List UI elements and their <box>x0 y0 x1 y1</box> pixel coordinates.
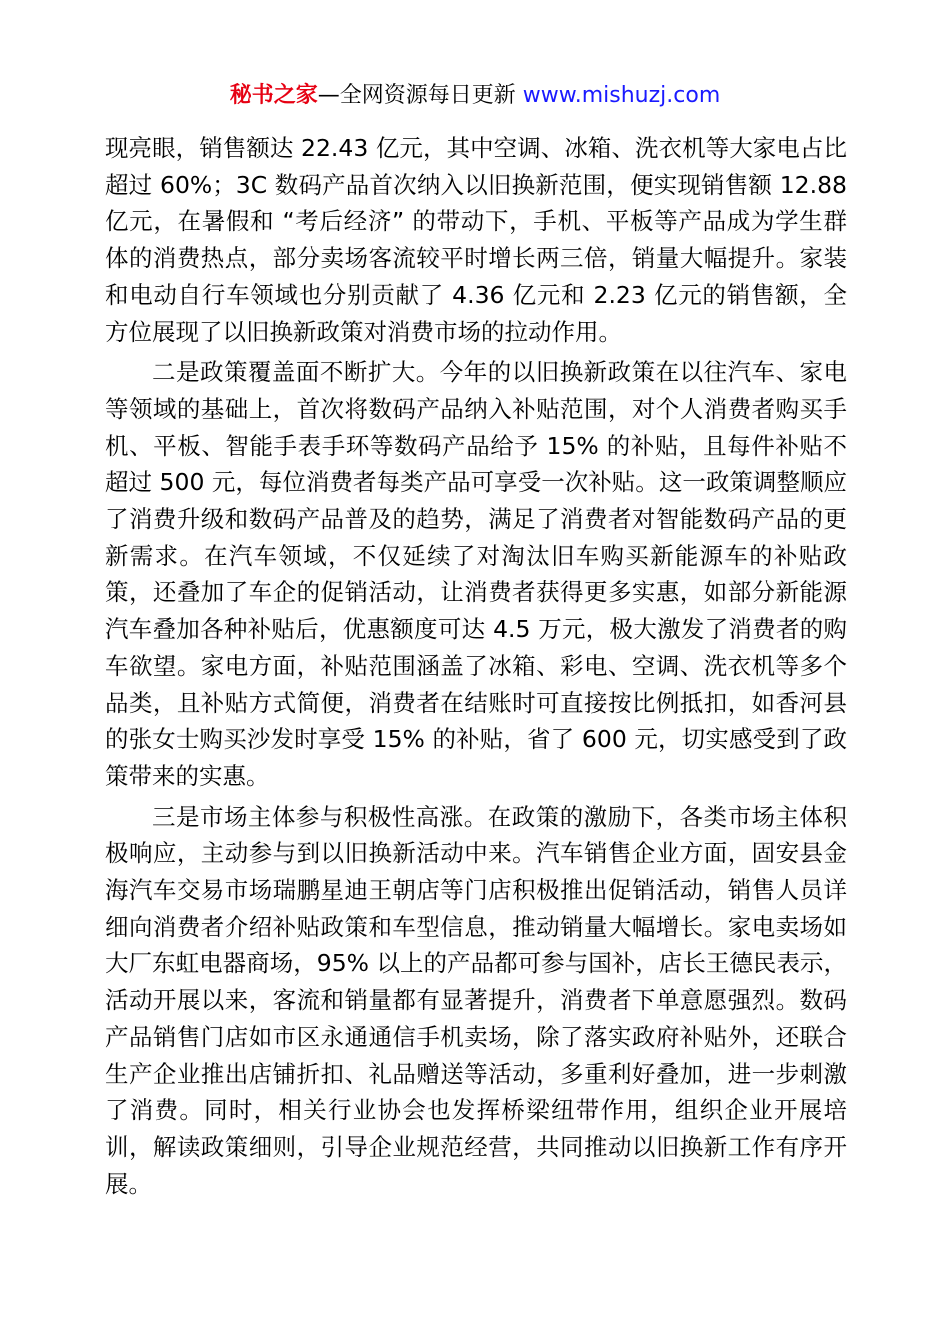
document-body <box>105 130 847 1202</box>
site-header <box>0 80 950 112</box>
header-tagline: —全网资源每日更新 <box>317 83 516 108</box>
brand-name: 秘书之家 <box>229 83 318 108</box>
paragraph-policy-coverage: 二是政策覆盖面不断扩大。今年的以旧换新政策在以往汽车、家电等领域的基础上，首次将数码产品纳入补贴范围，对个人消费者购买手机、平板、智能手表手环等数码产品给予 15% 的补贴，且每件补贴不超过 500 元，每位消费者每类产品可享受一次补贴。这一政策调整顺应了消费升级和数码产品普及的趋势，满足了消费者对智能数码产品的更新需求。在汽车领域，不仅延续了对淘汰旧车购买新能源车的补贴政策，还叠加了车企的促销活动，让消费者获得更多实惠，如部分新能源汽车叠加各种补贴后，优惠额度可达 4.5 万元，极大激发了消费者的购车欲望。家电方面，补贴范围涵盖了冰箱、彩电、空调、洗衣机等多个品类，且补贴方式简便，消费者在结账时可直接按比例抵扣，如香河县的张女士购买沙发时享受 15% 的补贴，省了 600 元，切实感受到了政策带来的实惠。 <box>105 358 847 790</box>
paragraph-continued: 现亮眼，销售额达 22.43 亿元，其中空调、冰箱、洗衣机等大家电占比超过 60%；3C 数码产品首次纳入以旧换新范围，便实现销售额 12.88 亿元，在暑假和 “考后经济” 的带动下，手机、平板等产品成为学生群体的消费热点，部分卖场客流较平时增长两三倍，销量大幅提升。家装和电动自行车领域也分别贡献了 4.36 亿元和 2.23 亿元的销售额，全方位展现了以旧换新政策对消费市场的拉动作用。 <box>105 134 847 346</box>
site-url-link[interactable]: www.mishuzj.com <box>522 83 721 108</box>
paragraph-market-participation: 三是市场主体参与积极性高涨。在政策的激励下，各类市场主体积极响应，主动参与到以旧换新活动中来。汽车销售企业方面，固安县金海汽车交易市场瑞鹏星迪王朝店等门店积极推出促销活动，销售人员详细向消费者介绍补贴政策和车型信息，推动销量大幅增长。家电卖场如大厂东虹电器商场，95% 以上的产品都可参与国补，店长王德民表示，活动开展以来，客流和销量都有显著提升，消费者下单意愿强烈。数码产品销售门店如市区永通通信手机卖场，除了落实政府补贴外，还联合生产企业推出店铺折扣、礼品赠送等活动，多重利好叠加，进一步刺激了消费。同时，相关行业协会也发挥桥梁纽带作用，组织企业开展培训，解读政策细则，引导企业规范经营，共同推动以旧换新工作有序开展。 <box>105 802 847 1198</box>
